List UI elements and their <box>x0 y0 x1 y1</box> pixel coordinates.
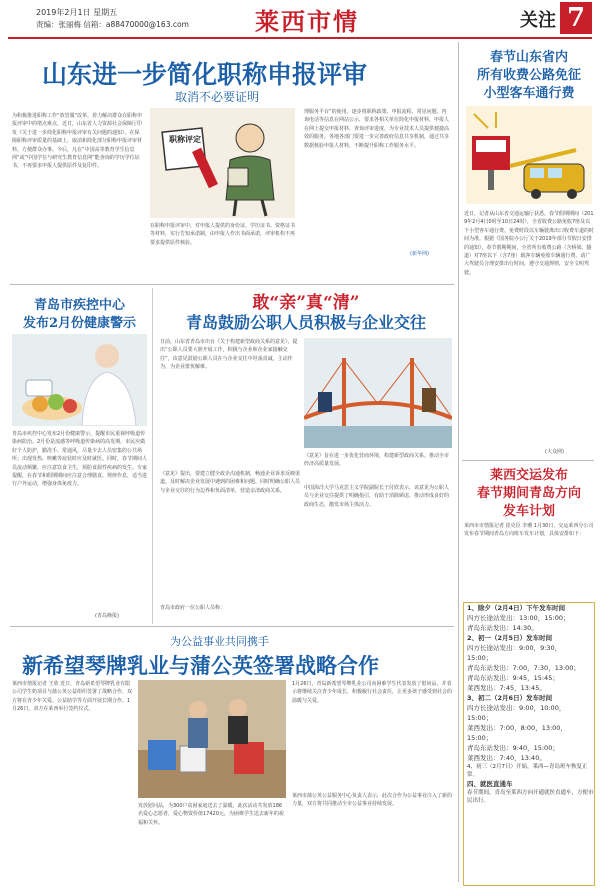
story3-caption: 《意见》旨在进一步优化营商环境，构建新型政商关系。推动全市经济高质量发展。 <box>304 453 450 468</box>
story1-sign: 职称评定 <box>169 135 201 144</box>
story5-title3: 发车计划 <box>502 504 555 519</box>
schedule-row: 15:00； <box>467 654 493 662</box>
story2-source: (青岛晚报) <box>95 613 119 619</box>
story2-photo <box>12 334 147 426</box>
story3-col3: 中国海洋大学马克思主义学院副院长王付欣表示，该意见为公职人员与企业交往提供了明确指引，有助于消除顾虑，推动形成良好的政商生态，激发市场主体活力。 <box>304 485 450 508</box>
schedule-row: 四方长途站发出：9:00，10:00， <box>467 704 566 712</box>
story5-title: 莱西交运发布 <box>489 468 568 483</box>
masthead-rule <box>8 37 592 39</box>
story1-col1: 为积极推进职称工作“放管服”改革，着力解决群众在职称申报评审中的堵点难点，近日，山东省人力资源社会保障厅印发《关于进一步简化职称申报评审有关问题的通知》，在保障职称评审质量的基础上，取消和简化部分职称申报评审材料，方便群众办事。今后，凡在“中国高等教育学生信息网”或“中国学位与研究生教育信息网”能查询的学历学位证书，不再要求申报人提供原件及复印件。 <box>12 113 143 170</box>
story6-col4: 莱西市蒲公英公益服务中心负责人表示，此次合作为公益事业注入了新的力量，双方将共同推动全市公益事业持续发展。 <box>292 793 453 808</box>
masthead <box>0 0 600 38</box>
schedule-row: 青岛东站发出：9:40，15:00； <box>467 744 559 752</box>
schedule-row: 3、初二（2月6日）发车时间 <box>467 694 553 702</box>
story4-body: 近日，记者从山东省交通运输厅获悉，春节假期期间（2019年2月4日0时至10日24时），全省收费公路免收7座及以下小型客车通行费。免费时段以车辆驶离出口收费车道的时间为准。根据《国务院办公厅关于2019年部分节假日安排的通知》，春节假期期间，全省所有收费公路（含桥梁、隧道）对7座以下（含7座）载客车辆免收车辆通行费。请广大驾驶员合理安排出行时间，遵守交通规则，安全文明驾驶。 <box>464 211 594 276</box>
section-name: 关注 <box>520 10 556 31</box>
story5-intro: 莱西市市情报记者 崔克臣 李珊 1月30日，交运莱西分公司发布春节期间青岛方向班车发车计划，具体安排如下： <box>464 523 594 538</box>
schedule-row: 青岛东站发出：14:30。 <box>467 624 538 632</box>
story3-illustration <box>304 338 452 448</box>
vrule-1 <box>152 288 153 624</box>
schedule-row: 青岛东站发出：7:00，7:30，13:00； <box>467 664 580 672</box>
rule-3 <box>462 460 594 461</box>
story4-title3: 小型客车通行费 <box>483 86 575 101</box>
column-divider <box>458 42 459 882</box>
schedule-row: 莱西发出：7:40，13:40。 <box>467 754 546 762</box>
story1-col3: 理服务平台”的使用。逐步将职称政策、申报流程、常见问题、咨询电话等信息在网站公示，要求各相关单位简化申报材料，申报人在网上提交申报材料、查询评审进度，为专业技术人员提供便捷高效的服务。各地各部门要进一步完善政府信息共享机制，通过共享数据核验申报人材料，不断提升职称工作服务水平。 <box>304 109 450 149</box>
schedule-row: 2、初一（2月5日）发车时间 <box>467 634 553 642</box>
story1-illustration <box>150 108 295 218</box>
page-number <box>560 2 592 34</box>
story3-title: 敢“亲”真“清” <box>252 293 360 313</box>
story5-title2: 春节期间青岛方向 <box>476 486 581 501</box>
schedule-row: 四、就医直通车 <box>467 780 513 788</box>
schedule-row: 4、初三（2月7日）开始，莱西—青岛班车恢复正常。 <box>467 764 588 778</box>
story6-col1: 莱西市情报记者 王欣 近日，青岛新希望琴牌乳业有限公司学生奶项目与蒲公英公益组织签署了战略合作，双方将在青少年关爱、公益助学等方面开展长期合作。1月26日，双方在莱西举行签约仪式。 <box>12 681 132 713</box>
story6-col3: 1月26日，青岛新希望琴牌乳业公司向困难学生代表发放了慰问品，并表示将继续关注青少年成长，积极履行社会责任，让更多孩子感受到社会的温暖与关爱。 <box>292 681 453 704</box>
story3-source: 青岛市政府一位公职人员称： <box>160 605 226 611</box>
story1-col2: 在职称申报评审中，对申报人提供的身份证、学历证书、资格证书等材料，实行告知承诺制，由申报人作出书面承诺，评审机构不再要求提供原件核验。 <box>150 223 295 246</box>
schedule-row: 四方长途站发出：13:00，15:00； <box>467 614 570 622</box>
story1-title: 山东进一步简化职称申报评审 <box>42 60 368 89</box>
story2-title2: 发布2月份健康警示 <box>22 316 137 331</box>
story3-col1: 日前，山东省青岛市出台《关于构建新型政商关系的意见》，提出“公职人员要大胆开展工作，积极与企业和企业家接触交往”，该意见鼓励公职人员在与企业交往中坦荡真诚，主动作为，为企业排忧解难。 <box>160 339 298 371</box>
issue-date: 2019年2月1日 星期五 <box>36 8 118 17</box>
schedule-row: 莱西发出：7:45，13:45。 <box>467 684 546 692</box>
schedule-row: 青岛东站发出：9:45，15:45； <box>467 674 559 682</box>
schedule-row: 莱西发出：7:00，8:00，13:00， <box>467 724 567 732</box>
story4-illustration <box>466 106 592 204</box>
schedule-row: 15:00； <box>467 734 493 742</box>
rule-1 <box>10 284 454 285</box>
story6-photo <box>138 680 286 798</box>
story6-title: 新希望琴牌乳业与蒲公英签署战略合作 <box>22 653 379 678</box>
schedule-row: 四方长途站发出：9:00，9:30， <box>467 644 562 652</box>
page-number-text: 7 <box>566 3 586 33</box>
story2-title: 青岛市疾控中心 <box>33 298 125 313</box>
story4-source: (大众网) <box>545 449 564 455</box>
story4-title2: 所有收费公路免征 <box>476 68 581 83</box>
schedule-row: 1、除夕（2月4日）下午发车时间 <box>467 604 566 612</box>
story6-col2: 发放慰问品，为300户贫困家庭送去了温暖。此次活动共发放186名爱心志愿者，爱心物资价值17420元，为困难学生送去新年的祝福和关怀。 <box>138 803 284 826</box>
rule-2 <box>10 626 454 627</box>
story3-title2: 青岛鼓励公职人员积极与企业交往 <box>185 313 426 332</box>
story1-source: (新华网) <box>410 251 429 257</box>
story6-kicker: 为公益事业共同携手 <box>170 635 269 648</box>
story5-schedule <box>463 602 595 886</box>
paper-name: 莱西市情 <box>255 7 359 36</box>
story2-body: 青岛市疾控中心发布2月份健康警示，提醒市民重视呼吸道传染病防治。2月份是流感等呼吸道传染病的高发期，市民应做好个人防护，勤洗手、常通风，尽量少去人员密集的公共场所；出现发热、咳嗽等症状时应及时就医。同时，春节期间人员流动频繁，应注意饮食卫生，预防食源性疾病的发生。专家提醒，在春节和假期期间应注意合理膳食，规律作息，适当进行户外运动，增强身体免疫力。 <box>12 431 147 488</box>
story1-subtitle: 取消不必要证明 <box>175 90 260 104</box>
schedule-row: 15:00； <box>467 714 493 722</box>
story4-title: 春节山东省内 <box>489 50 568 65</box>
editor-line: 责编：张丽梅 信箱：a88470000@163.com <box>36 20 189 29</box>
schedule-row: 春节期间，青岛至莱西方向开通就医直通车，方便市民出行。 <box>467 790 594 804</box>
story3-col2: 《意见》提出，要建立健全政企沟通机制，畅通企业诉求反映渠道，及时解决企业发展中遇到的困难和问题。同时明确公职人员与企业交往的行为边界和负面清单，营造亲清政商关系。 <box>160 471 300 494</box>
